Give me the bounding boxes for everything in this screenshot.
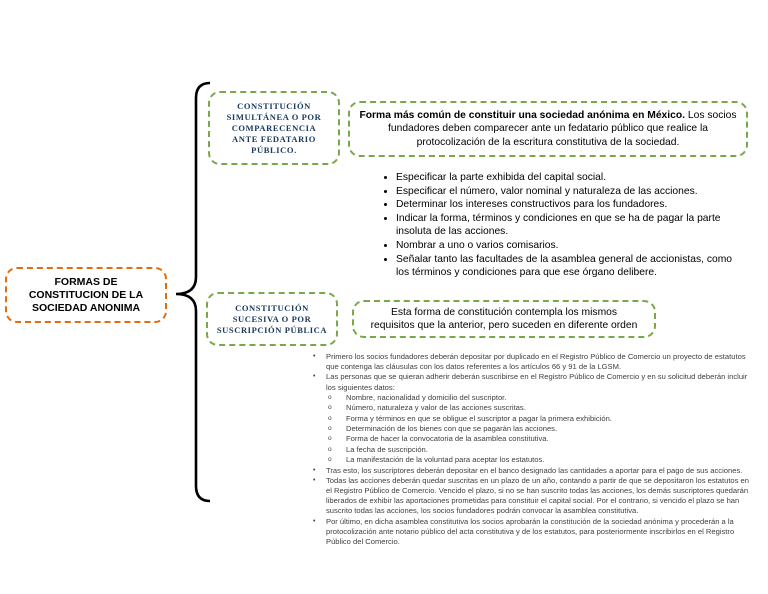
simultanea-description	[357, 109, 739, 150]
requirements-list	[378, 171, 748, 280]
requirement-item: • Nombrar a uno o varios comisarios.	[396, 239, 748, 253]
step-3: • Tras esto, los suscriptores deberán depositar en el banco designado las cantidades a aportar para el pago de sus acciones.	[326, 466, 752, 476]
step-4: • Todas las acciones deberán quedar suscritas en un plazo de un año, contando a partir de que se depositaron los estatutos en el Registro Público de Comercio. Vencido el plazo, si no se han suscrito todas las acciones, los demás suscriptores quedarán liberados de exhibir las aportaciones prometidas para constituir el capital social. Por el contrario, si vencido el plazo se han suscrito todas las acciones, los socios fundadores podrán convocar la asamblea constitutiva.	[326, 476, 752, 517]
requirement-item: • Señalar tanto las facultades de la asamblea general de accionistas, como los términos y condiciones para que ese órgano delibere.	[396, 253, 748, 280]
main-topic-title: FORMAS DE CONSTITUCION DE LA SOCIEDAD ANONIMA	[28, 275, 144, 314]
subscriber-data-item: o Forma y términos en que se obligue el suscriptor a pagar la primera exhibición.	[346, 414, 752, 424]
requirement-item: • Indicar la forma, términos y condiciones en que se ha de pagar la parte insoluta de las acciones.	[396, 212, 748, 239]
subscriber-data-item: o Número, naturaleza y valor de las acciones suscritas.	[346, 403, 752, 413]
simultanea-description-rest: Los socios fundadores deben comparecer ante un fedatario público que realice la protocolización de la escritura constitutiva de la sociedad.	[388, 109, 737, 148]
step-5: • Por último, en dicha asamblea constitutiva los socios aprobarán la constitución de la sociedad anónima y procederán a la protocolización ante notario público del acta constitutiva y de los estatutos, para posteriormente inscribirlos en el Registro Público del Comercio.	[326, 517, 752, 548]
requirement-item: • Especificar el número, valor nominal y naturaleza de las acciones.	[396, 185, 748, 199]
step-2	[326, 372, 752, 465]
sucesiva-title: CONSTITUCIÓN SUCESIVA O POR SUSCRIPCIÓN PÚBLICA	[216, 302, 328, 335]
simultanea-title-box	[208, 91, 340, 165]
subscriber-data-item: o La fecha de suscripción.	[346, 445, 752, 455]
step-1: • Primero los socios fundadores deberán depositar por duplicado en el Registro Público de Comercio un proyecto de estatutos que contenga las cláusulas con los datos referentes a los artículos 66 y 91 de la LGSM.	[326, 352, 752, 372]
step-2-text: Las personas que se quieran adherir deberán suscribirse en el Registro Público de Comercio y en su solicitud deberán incluir los siguientes datos:	[326, 372, 748, 392]
simultanea-title: CONSTITUCIÓN SIMULTÁNEA O POR COMPARECENCIA ANTE FEDATARIO PÚBLICO.	[226, 100, 322, 155]
main-topic-box	[5, 267, 167, 323]
simultanea-description-bold: Forma más común de constituir una sociedad anónima en México.	[359, 109, 686, 121]
simultanea-requirements	[378, 171, 748, 280]
sucesiva-description: Esta forma de constitución contempla los mismos requisitos que la anterior, pero suceden en diferente orden	[370, 306, 638, 331]
subscriber-data-item: o Nombre, nacionalidad y domicilio del suscriptor.	[346, 393, 752, 403]
sucesiva-title-box	[206, 292, 338, 346]
subscriber-data-item: o La manifestación de la voluntad para aceptar los estatutos.	[346, 455, 752, 465]
sucesiva-steps	[310, 352, 752, 547]
subscriber-data-list	[326, 393, 752, 466]
requirement-item: • Determinar los intereses constructivos para los fundadores.	[396, 198, 748, 212]
subscriber-data-item: o Determinación de los bienes con que se pagarán las acciones.	[346, 424, 752, 434]
simultanea-description-box	[348, 101, 748, 157]
sucesiva-description-box	[352, 300, 656, 338]
requirement-item: • Especificar la parte exhibida del capital social.	[396, 171, 748, 185]
subscriber-data-item: o Forma de hacer la convocatoria de la asamblea constitutiva.	[346, 434, 752, 444]
